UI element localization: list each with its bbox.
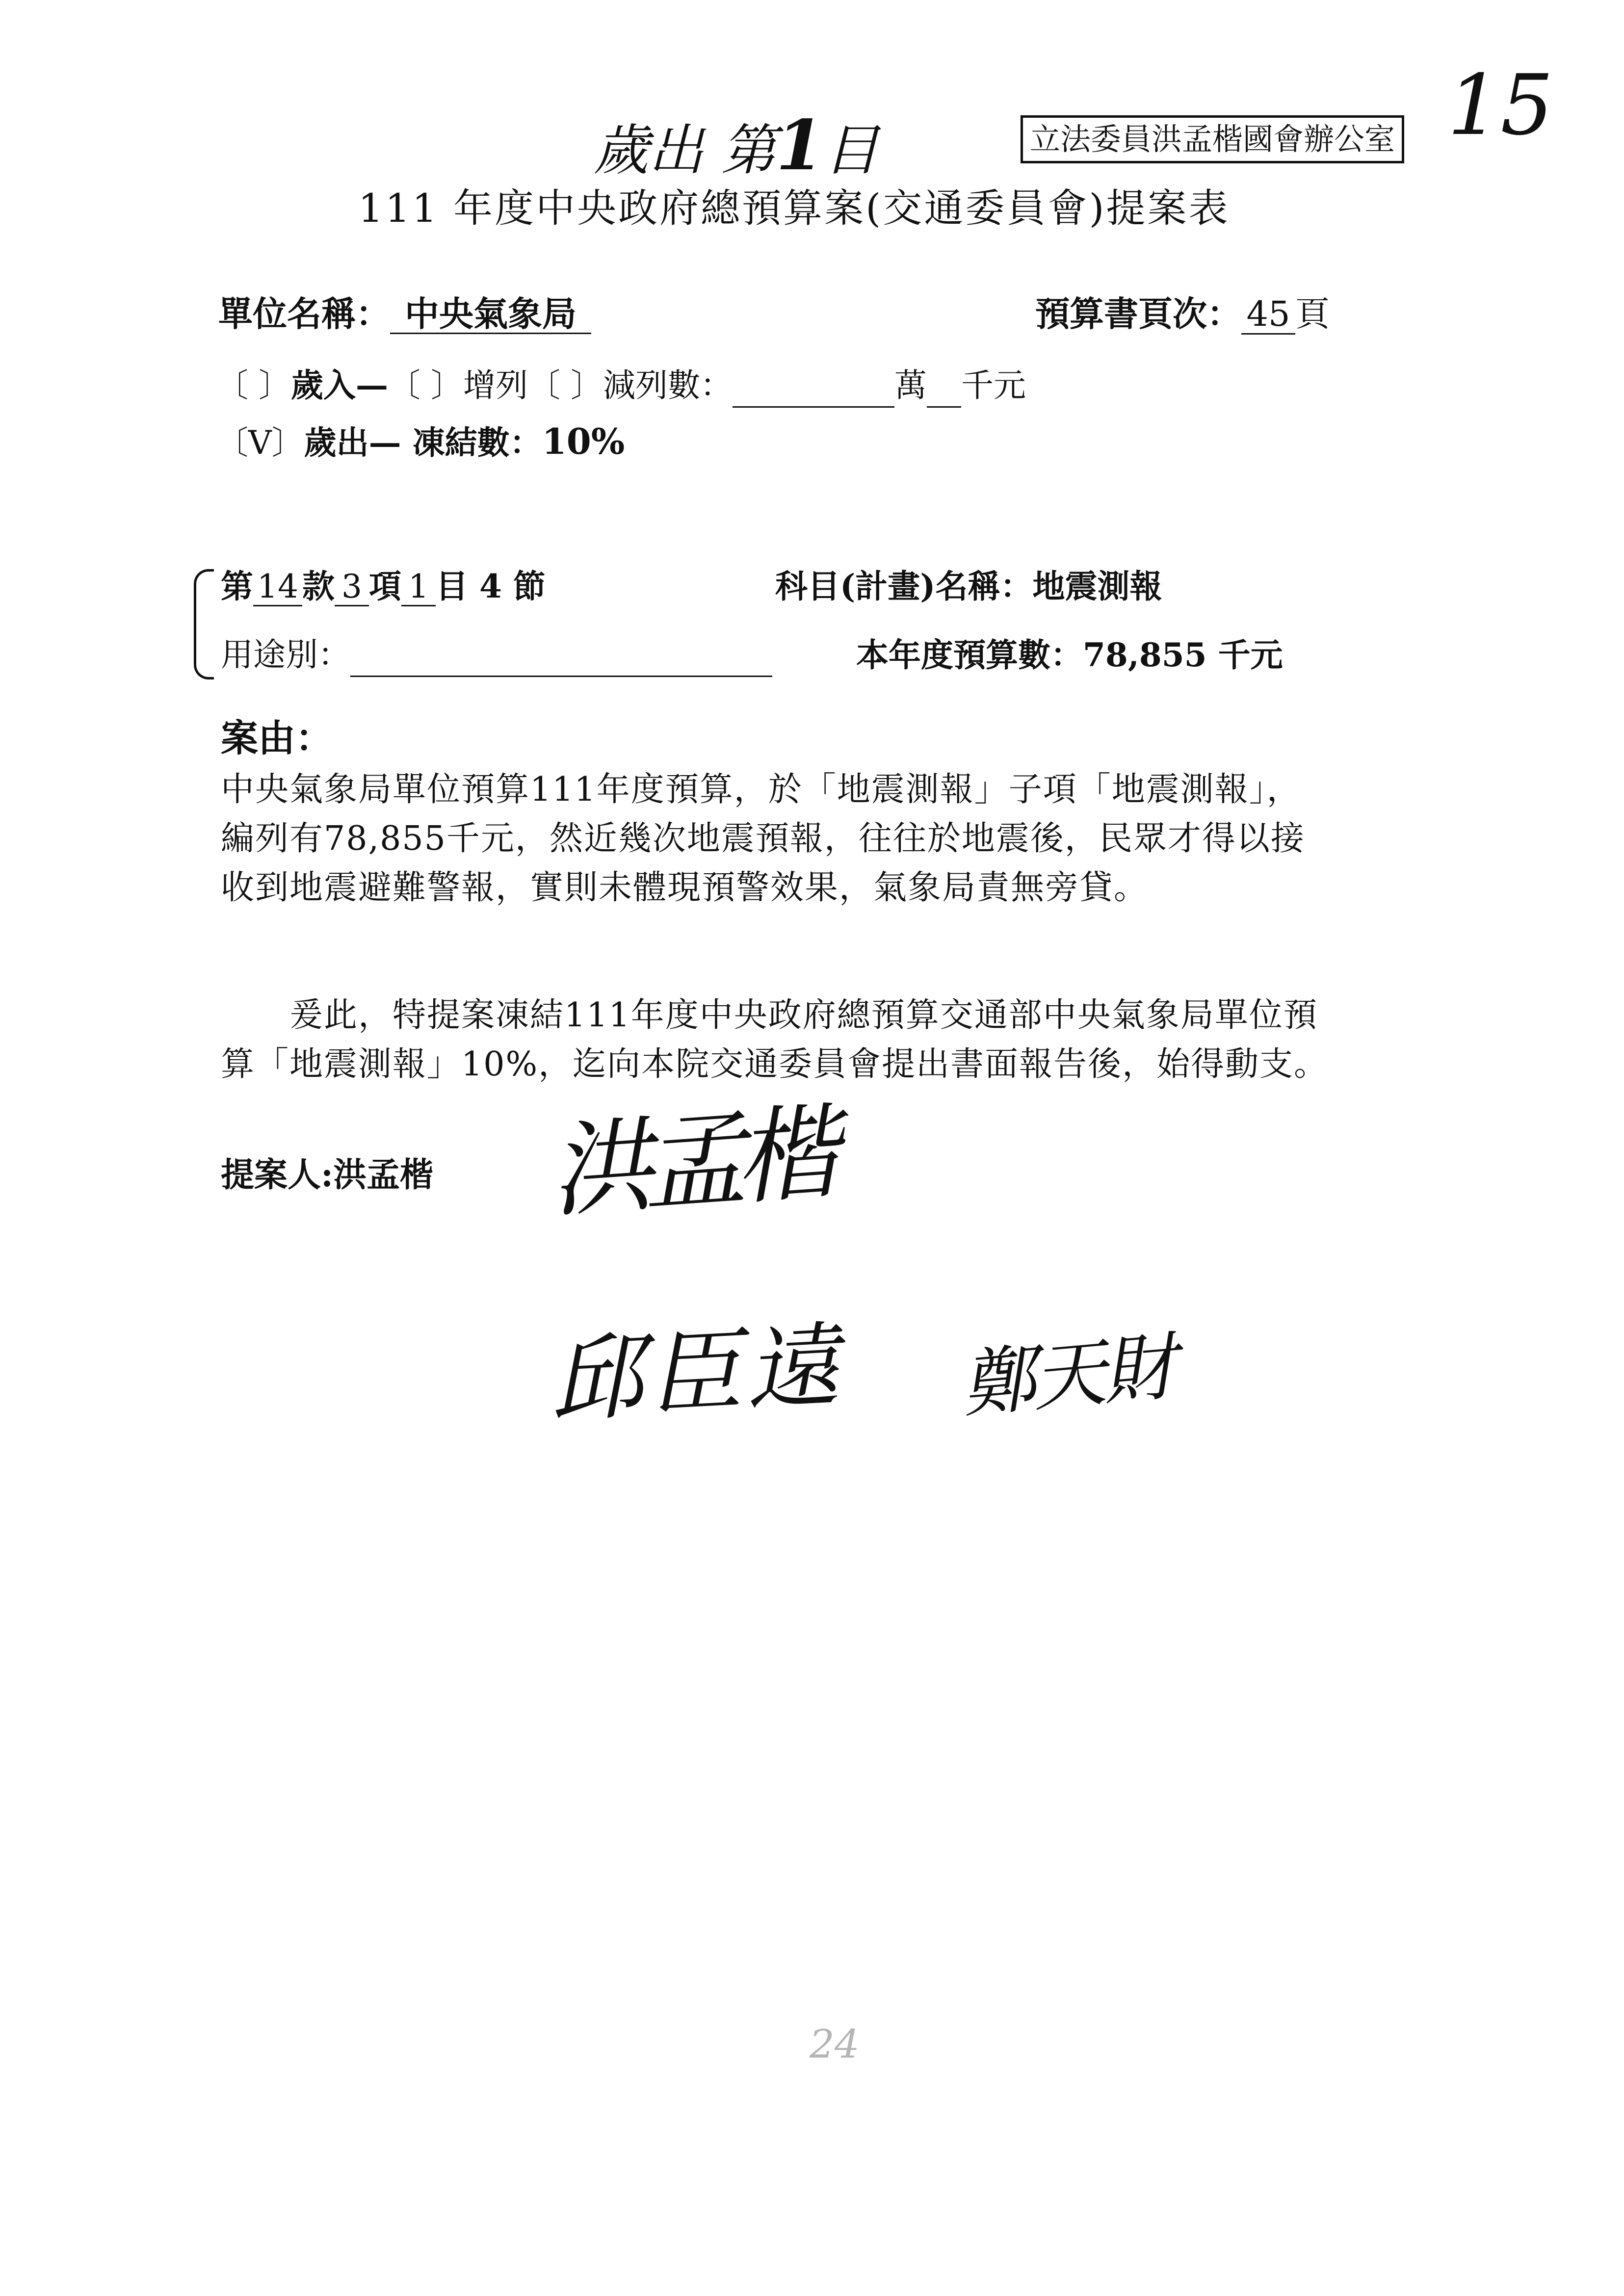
category-number: 1 [776, 105, 824, 186]
item-xiang-label: 項 [369, 567, 401, 605]
case-line: 爰此，特提案凍結111年度中央政府總預算交通部中央氣象局單位預 [289, 996, 1318, 1035]
item-mu-label: 目 4 節 [436, 567, 546, 605]
category-suffix: 目 [824, 119, 879, 183]
revenue-label: 歲入— [290, 366, 388, 404]
budget-amount-label: 本年度預算數： [856, 636, 1083, 674]
purpose-blank [350, 637, 772, 677]
freeze-label: 凍結數： [412, 423, 542, 462]
item-xiang: 3 [335, 569, 369, 606]
freeze-value: 10% [542, 420, 625, 462]
item-kuan: 14 [253, 569, 302, 606]
case-line: 算「地震測報」10%，迄向本院交通委員會提出書面報告後，始得動支。 [221, 1045, 1329, 1084]
case-line: 收到地震避難警報，實則未體現預警效果，氣象局責無旁貸。 [221, 868, 1149, 907]
category-heading [594, 105, 879, 186]
revenue-line [216, 363, 1026, 408]
unit-label: 單位名稱： [218, 293, 390, 334]
budget-page-line [1035, 292, 1330, 336]
expense-label: 歲出— [304, 423, 413, 462]
item-line [221, 564, 546, 609]
subject-value: 地震測報 [1032, 567, 1162, 605]
item-bracket [194, 569, 214, 679]
subject-line [775, 564, 1162, 608]
office-stamp [1021, 115, 1404, 163]
revenue-checkbox: 〔 〕 [216, 366, 291, 404]
expense-checkbox: 〔V〕 [216, 424, 304, 462]
thousand-unit: 千元 [961, 366, 1026, 404]
budget-amount-line [856, 633, 1283, 677]
footer-mark: 24 [810, 2021, 860, 2067]
item-mu: 1 [401, 569, 436, 606]
case-paragraph-1 [221, 765, 1305, 913]
case-paragraph-2 [221, 991, 1328, 1089]
increase-label: 增列 [463, 366, 528, 404]
form-title: 111 年度中央政府總預算案(交通委員會)提案表 [358, 185, 1230, 231]
case-line: 編列有78,855千元，然近幾次地震預報，往往於地震後，民眾才得以接 [221, 819, 1305, 858]
wan-unit: 萬 [894, 366, 927, 404]
category-prefix: 歲出 第 [594, 119, 776, 183]
item-kuan-label: 款 [302, 567, 335, 605]
decrease-amount-blank [733, 372, 894, 408]
purpose-label: 用途別： [221, 636, 350, 674]
item-di: 第 [221, 567, 253, 605]
case-heading: 案由： [221, 716, 333, 760]
expense-line [216, 419, 625, 465]
cosigner-signature-2: 鄭天財 [958, 1324, 1177, 1428]
subject-label: 科目(計畫)名稱： [775, 567, 1033, 605]
office-stamp-text: 立法委員洪孟楷國會辦公室 [1030, 121, 1395, 157]
purpose-line [221, 633, 772, 677]
decrease-label: 減列數： [602, 366, 733, 404]
case-line: 中央氣象局單位預算111年度預算，於「地震測報」子項「地震測報」， [221, 770, 1301, 809]
budget-page-unit: 頁 [1295, 294, 1330, 334]
proposer-signature: 洪孟楷 [546, 1093, 833, 1232]
page-number: 15 [1447, 57, 1554, 154]
unit-name: 中央氣象局 [390, 295, 591, 334]
decrease-checkbox: 〔 〕 [527, 366, 603, 404]
proposer-label: 提案人:洪孟楷 [221, 1155, 434, 1195]
thousand-amount-blank [927, 372, 961, 408]
budget-page-value: 45 [1241, 295, 1295, 335]
budget-amount-value: 78,855 千元 [1083, 636, 1283, 674]
cosigner-signature-1: 邱臣遠 [547, 1311, 847, 1435]
increase-checkbox: 〔 〕 [388, 366, 463, 404]
unit-name-line [218, 292, 591, 336]
budget-page-label: 預算書頁次： [1035, 293, 1241, 334]
